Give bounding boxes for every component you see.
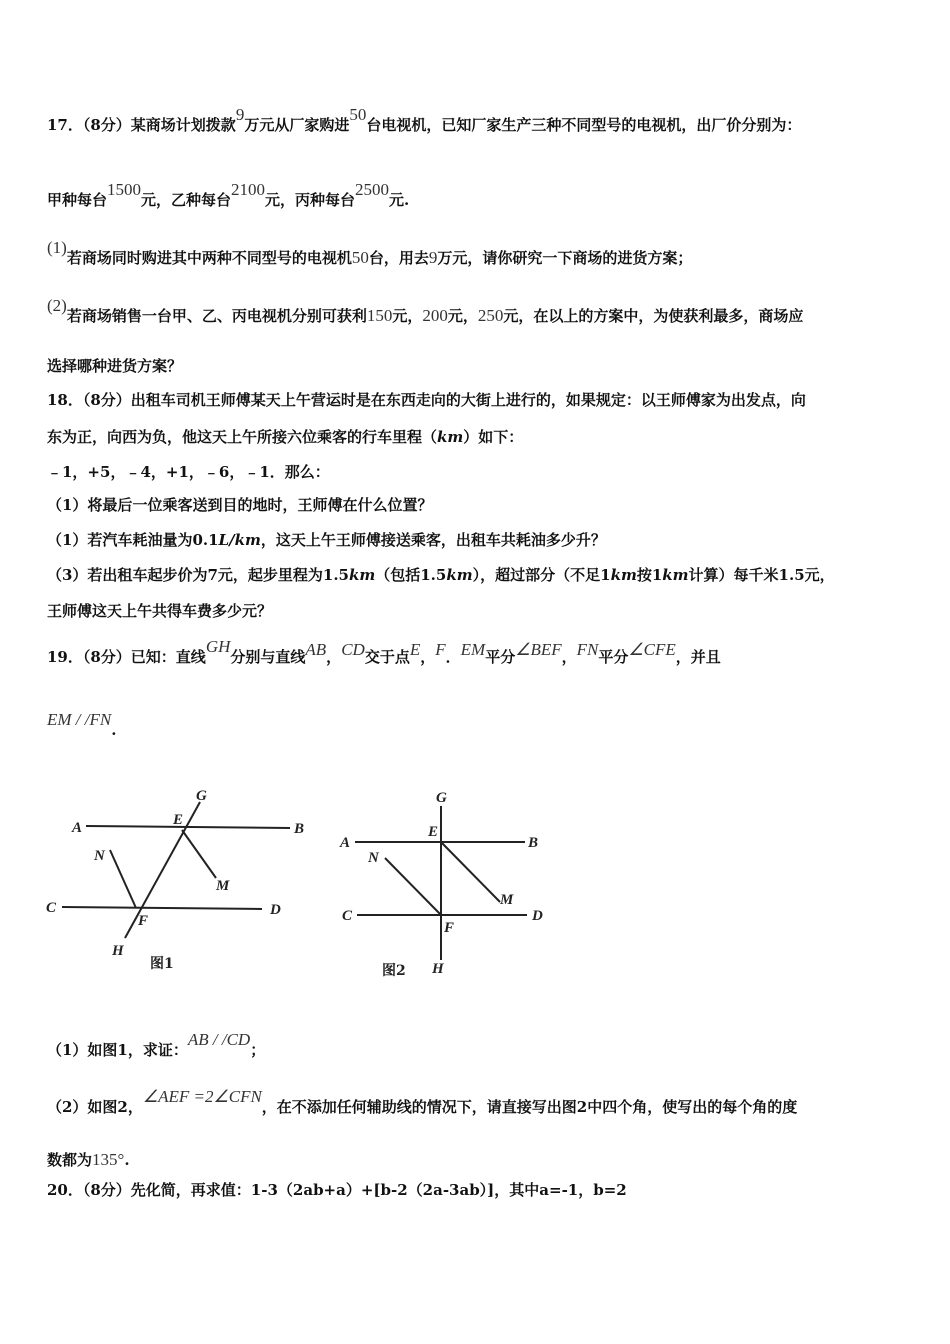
ray-fn (385, 858, 441, 915)
label-h: H (112, 943, 124, 959)
label-d: D (270, 902, 281, 918)
q19-sub2: （2）如图2，∠AEF =2∠CFN，在不添加任何辅助线的情况下，请直接写出图2中四个角，使写出的每个角的度 (47, 1087, 798, 1116)
q18-line2: 东为正，向西为负，他这天上午所接六位乘客的行车里程（km）如下： (47, 428, 524, 446)
q17-line2: 甲种每台1500元，乙种每台2100元，丙种每台2500元. (47, 180, 410, 209)
label-a: A (72, 820, 83, 836)
q18-sub3-cont: 王师傅这天上午共得车费多少元？ (47, 602, 273, 620)
q19-line1: 19．（8分）已知：直线GH分别与直线AB，CD交于点E，F．EM平分∠BEF，FN平分∠CFE，并且 (47, 637, 721, 666)
q18-sub2: （1）若汽车耗油量为0.1L/km，这天上午王师傅接送乘客，出租车共耗油多少升？ (47, 531, 606, 549)
ray-em (182, 830, 216, 878)
label-h: H (432, 961, 444, 977)
label-b: B (294, 821, 305, 837)
q18-sub1: （1）将最后一位乘客送到目的地时，王师傅在什么位置？ (47, 496, 433, 514)
figure-2-diagram (330, 780, 570, 985)
figure-1-caption: 图1 (150, 956, 174, 972)
line-cd (62, 907, 262, 909)
figure-2 (330, 780, 570, 985)
label-c: C (342, 908, 353, 924)
line-gh (125, 802, 200, 938)
label-n: N (368, 850, 379, 866)
ray-em (441, 842, 500, 902)
figure-1 (40, 780, 320, 980)
label-g: G (196, 788, 207, 804)
q17-part2-cont: 选择哪种进货方案？ (47, 357, 183, 375)
label-f: F (138, 913, 149, 929)
q17-part1: (1)若商场同时购进其中两种不同型号的电视机50台，用去9万元，请你研究一下商场的进货方案； (47, 238, 693, 267)
label-b: B (528, 835, 539, 851)
q18-line1: 18．（8分）出租车司机王师傅某天上午营运时是在东西走向的大街上进行的，如果规定：以王师傅家为出发点，向 (47, 391, 806, 409)
label-a: A (340, 835, 351, 851)
ray-fn (110, 850, 136, 908)
q20-line1: 20．（8分）先化简，再求值：1-3（2ab+a）+[b-2（2a-3ab）]，其中a=-1，b=2 (47, 1181, 627, 1199)
label-m: M (216, 878, 230, 894)
q19-sub2-cont: 数都为135°. (47, 1150, 130, 1169)
label-d: D (532, 908, 543, 924)
q19-line2: EM / /FN. (47, 710, 117, 739)
figure-2-caption: 图2 (382, 963, 406, 979)
q17-line1: 17．（8分）某商场计划拨款9万元从厂家购进50台电视机，已知厂家生产三种不同型号的电视机，出厂价分别为： (47, 105, 802, 134)
figure-1-diagram (40, 780, 320, 980)
label-n: N (94, 848, 105, 864)
label-f: F (444, 920, 455, 936)
label-e: E (173, 812, 184, 828)
q19-sub1: （1）如图1，求证：AB / /CD； (47, 1030, 266, 1059)
q17-part2: (2)若商场销售一台甲、乙、丙电视机分别可获利150元，200元，250元，在以上的方案中，为使获利最多，商场应 (47, 296, 804, 325)
label-c: C (46, 900, 57, 916)
label-m: M (500, 892, 514, 908)
label-g: G (436, 790, 447, 806)
q18-sub3: （3）若出租车起步价为7元，起步里程为1.5km（包括1.5km），超过部分（不足1km按1km计算）每千米1.5元， (47, 566, 835, 584)
label-e: E (428, 824, 439, 840)
q18-line3: ﹣1，+5，﹣4，+1，﹣6，﹣1．那么： (47, 463, 330, 481)
line-ab (86, 826, 290, 828)
